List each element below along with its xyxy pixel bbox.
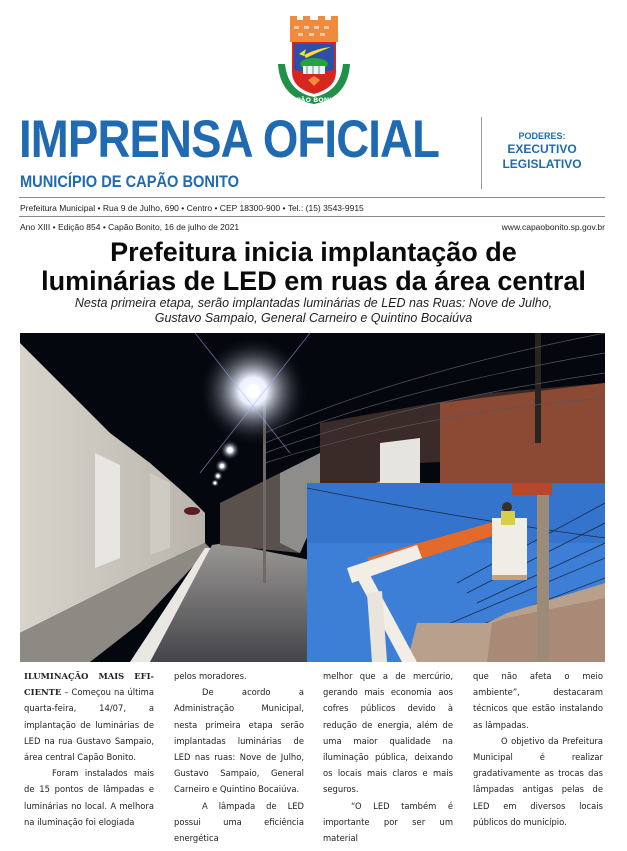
bucket-truck-inset-photo [307,483,605,662]
power-executive: EXECUTIVO [507,142,577,156]
article-column-2 [174,668,304,846]
subhead-line-1: Nesta primeira etapa, serão implantadas luminárias de LED nas Ruas: Nove de Julho, [74,296,553,310]
column-3-paragraph-2: “O LED também é importante por ser um material [323,800,453,844]
power-legislative: LEGISLATIVO [502,157,582,171]
column-2-paragraph-3: A lâmpada de LED possui uma eficiência energética [174,800,304,844]
article-headline [0,238,627,296]
masthead-divider [481,117,482,189]
powers-box [492,130,592,172]
column-4-paragraph-2: O objetivo da Prefeitura Municipal é realizar gradativamente as trocas das lâmpadas antigas pelas de LED em diversos locais públicos do município. [473,735,603,827]
masthead-subtitle: MUNICÍPIO DE CAPÃO BONITO [20,172,240,191]
edition-line: Ano XIII • Edição 854 • Capão Bonito, 16 de julho de 2021 [20,222,240,232]
article-column-4 [473,668,603,830]
article-kicker: ILUMINAÇÃO MAIS EFI-CIENTE [24,671,154,698]
article-subhead [0,296,627,326]
article-column-1 [24,668,154,830]
municipal-coat-of-arms-icon [268,14,360,106]
column-4-paragraph-1: que não afeta o meio ambiente”, destacaram técnicos que estão instalando as lâmpadas. [473,671,603,730]
headline-line-1: Prefeitura inicia implantação de [110,237,517,267]
website-link[interactable]: www.capaobonito.sp.gov.br [501,222,605,232]
headline-line-2: luminárias de LED em ruas da área central [41,266,586,296]
subhead-line-2: Gustavo Sampaio, General Carneiro e Quintino Bocaiúva [154,311,473,325]
article-column-3 [323,668,453,846]
column-2-paragraph-1: pelos moradores. [174,671,247,681]
divider-bottom [19,216,605,217]
column-1-paragraph-2: Foram instalados mais de 15 pontos de lâmpadas e luminárias no local. A melhora na iluminação foi elogiada [24,768,154,827]
divider-top [19,197,605,198]
column-2-paragraph-2: De acordo a Administração Municipal, nesta primeira etapa serão implantadas luminárias de LED nas ruas: Nove de Julho, Gustavo Sampaio, General Carneiro e Quintino Bocaiúva. [174,687,304,795]
column-1-paragraph-1: ILUMINAÇÃO MAIS EFI-CIENTE – Começou na última quarta-feira, 14/07, a implantação de luminárias de LED na rua Gustavo Sampaio, área central Capão Bonito. [24,671,154,763]
powers-label: PODERES: [518,131,566,141]
address-line: Prefeitura Municipal • Rua 9 de Julho, 690 • Centro • CEP 18300-900 • Tel.: (15) 3543-9915 [20,203,364,213]
svg-text:CAPÃO BONITO: CAPÃO BONITO [286,96,342,104]
column-3-paragraph-1: melhor que a de mercúrio, gerando mais economia aos cofres públicos devido à redução de energia, além de uma maior qualidade na iluminação pública, deixando os locais mais claros e mais seguros. [323,671,453,795]
masthead-title: IMPRENSA OFICIAL [19,110,440,169]
